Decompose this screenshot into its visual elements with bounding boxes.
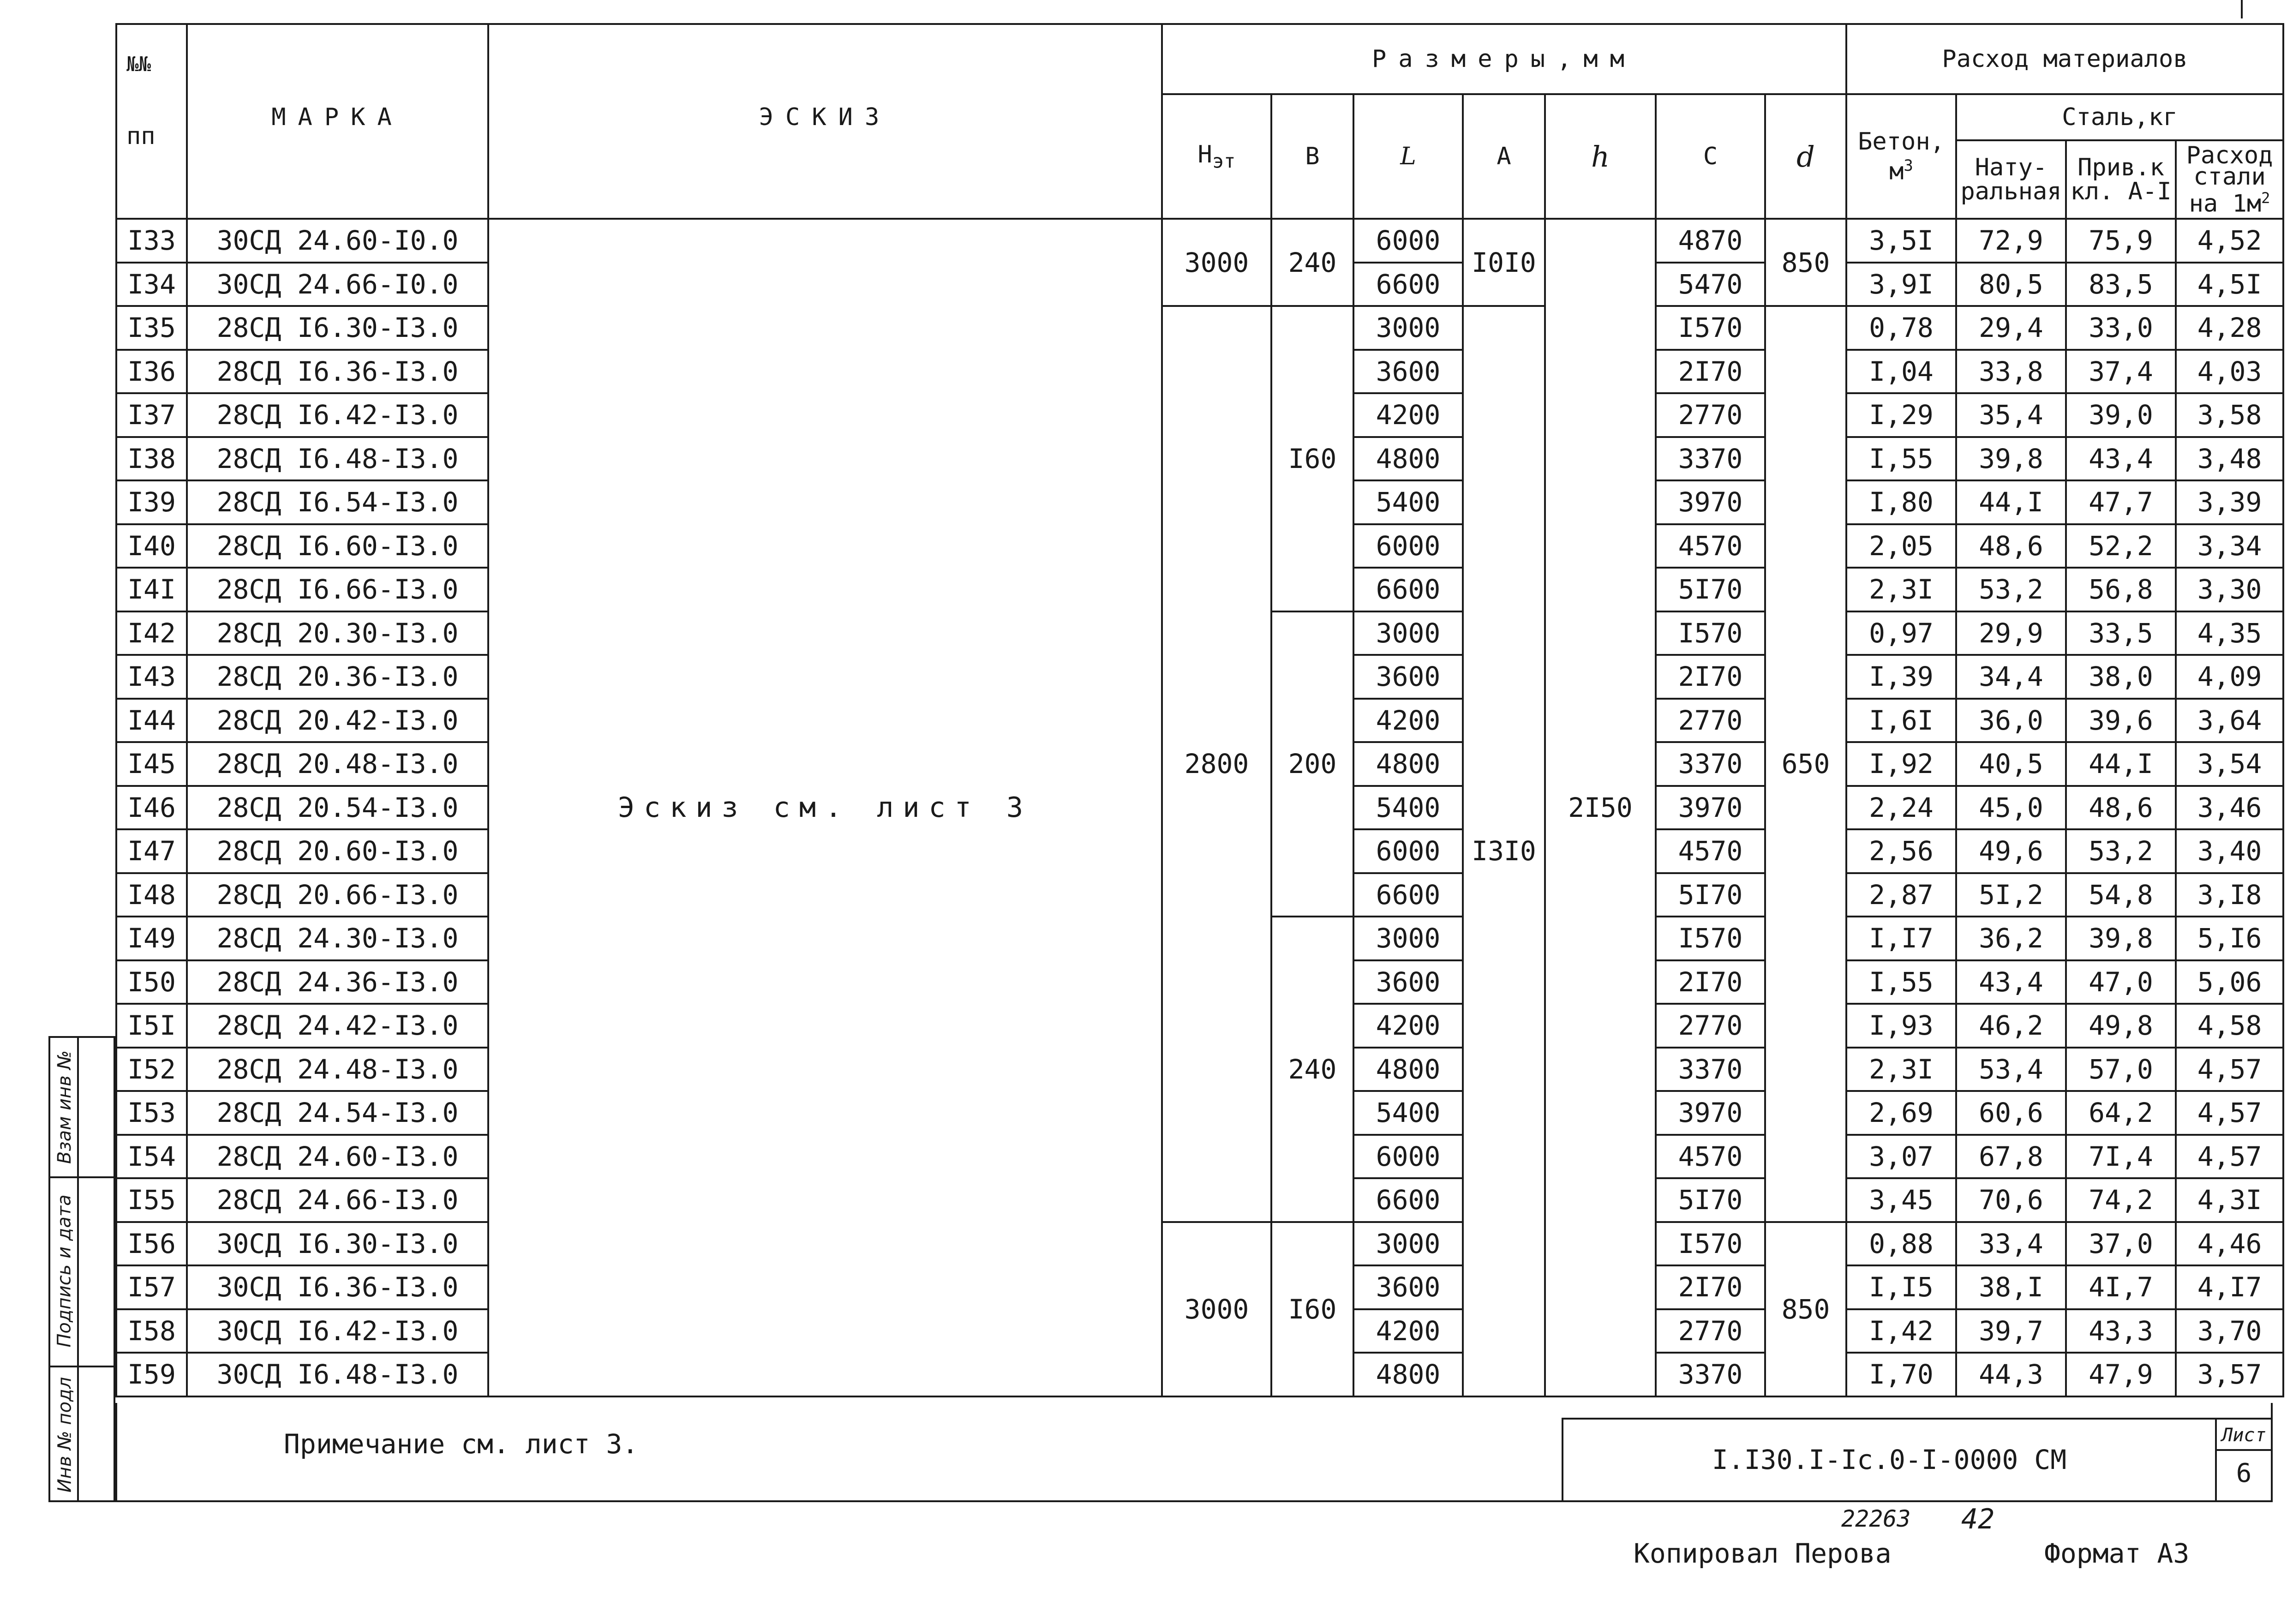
row-steel-per-m2: 5,I6 — [2176, 917, 2283, 960]
row-c: I570 — [1656, 1222, 1765, 1266]
row-steel-per-m2: 3,34 — [2176, 524, 2283, 568]
header-number: №№ пп — [116, 24, 187, 219]
row-number: I34 — [116, 263, 187, 306]
row-c: 4570 — [1656, 829, 1765, 873]
row-mark: 28СД 24.36-I3.0 — [187, 960, 488, 1004]
row-number: I45 — [116, 742, 187, 786]
row-steel-reduced: 83,5 — [2066, 263, 2176, 306]
row-steel-natural: 5I,2 — [1956, 873, 2066, 917]
row-c: 2770 — [1656, 393, 1765, 437]
row-l: 6600 — [1353, 1178, 1463, 1222]
row-c: 2770 — [1656, 1309, 1765, 1353]
row-steel-natural: 70,6 — [1956, 1178, 2066, 1222]
row-steel-reduced: 7I,4 — [2066, 1135, 2176, 1179]
header-h-et: $Н_{эт}$ — [1162, 94, 1271, 219]
row-number: I58 — [116, 1309, 187, 1353]
row-mark: 28СД I6.30-I3.0 — [187, 306, 488, 350]
row-steel-natural: 45,0 — [1956, 786, 2066, 830]
row-concrete: I,6I — [1846, 699, 1956, 743]
row-concrete: 2,05 — [1846, 524, 1956, 568]
row-steel-per-m2: 4,28 — [2176, 306, 2283, 350]
row-mark: 28СД 20.54-I3.0 — [187, 786, 488, 830]
row-c: 5I70 — [1656, 873, 1765, 917]
row-concrete: 0,97 — [1846, 611, 1956, 655]
row-steel-natural: 48,6 — [1956, 524, 2066, 568]
row-steel-reduced: 74,2 — [2066, 1178, 2176, 1222]
header-concrete: Бетон, $м^3$ — [1846, 94, 1956, 219]
row-steel-natural: 60,6 — [1956, 1091, 2066, 1135]
row-concrete: 3,07 — [1846, 1135, 1956, 1179]
specification-table — [115, 23, 2284, 1397]
row-steel-natural: 38,I — [1956, 1265, 2066, 1309]
header-sketch: ЭСКИЗ — [488, 24, 1162, 219]
row-mark: 30СД 24.60-I0.0 — [187, 219, 488, 263]
row-steel-reduced: 43,4 — [2066, 437, 2176, 481]
row-steel-natural: 35,4 — [1956, 393, 2066, 437]
row-steel-natural: 40,5 — [1956, 742, 2066, 786]
row-number: I57 — [116, 1265, 187, 1309]
row-steel-per-m2: 4,52 — [2176, 219, 2283, 263]
row-l: 5400 — [1353, 786, 1463, 830]
row-concrete: I,55 — [1846, 960, 1956, 1004]
group-b: 200 — [1271, 611, 1353, 917]
header-h: h — [1545, 94, 1656, 219]
row-mark: 28СД 24.66-I3.0 — [187, 1178, 488, 1222]
row-l: 3000 — [1353, 611, 1463, 655]
header-mark: МАРКА — [187, 24, 488, 219]
row-concrete: I,I5 — [1846, 1265, 1956, 1309]
row-l: 3000 — [1353, 917, 1463, 960]
row-concrete: 3,5I — [1846, 219, 1956, 263]
row-number: I4I — [116, 568, 187, 611]
row-steel-per-m2: 4,03 — [2176, 350, 2283, 394]
row-l: 6000 — [1353, 1135, 1463, 1179]
row-concrete: 2,56 — [1846, 829, 1956, 873]
row-number: I35 — [116, 306, 187, 350]
header-sizes: Размеры,мм — [1162, 24, 1846, 94]
row-mark: 28СД 24.60-I3.0 — [187, 1135, 488, 1179]
row-steel-natural: 36,0 — [1956, 699, 2066, 743]
row-l: 4800 — [1353, 1048, 1463, 1091]
row-number: I46 — [116, 786, 187, 830]
row-l: 5400 — [1353, 1091, 1463, 1135]
row-l: 3000 — [1353, 306, 1463, 350]
sketch-note: Эскиз см. лист 3 — [488, 219, 1162, 1396]
row-concrete: I,92 — [1846, 742, 1956, 786]
row-steel-per-m2: 4,09 — [2176, 655, 2283, 699]
group-b: I60 — [1271, 306, 1353, 611]
row-number: I49 — [116, 917, 187, 960]
note-text: Примечание см. лист 3. — [284, 1428, 639, 1460]
header-l: L — [1353, 94, 1463, 219]
header-steel-natural: Нату- ральная — [1956, 140, 2066, 219]
row-c: 2I70 — [1656, 655, 1765, 699]
sheet-format: Формат А3 — [2044, 1538, 2190, 1569]
row-c: 3970 — [1656, 786, 1765, 830]
group-h-et: 3000 — [1162, 219, 1271, 306]
row-concrete: I,04 — [1846, 350, 1956, 394]
row-c: 2I70 — [1656, 350, 1765, 394]
sheet-label: Лист — [2217, 1421, 2271, 1451]
row-l: 6000 — [1353, 524, 1463, 568]
row-l: 4200 — [1353, 1004, 1463, 1048]
row-steel-reduced: 39,6 — [2066, 699, 2176, 743]
row-concrete: I,70 — [1846, 1353, 1956, 1396]
table-row — [116, 1222, 2283, 1266]
row-steel-per-m2: 4,35 — [2176, 611, 2283, 655]
header-a: A — [1463, 94, 1545, 219]
row-steel-natural: 72,9 — [1956, 219, 2066, 263]
row-steel-per-m2: 4,I7 — [2176, 1265, 2283, 1309]
row-l: 4200 — [1353, 699, 1463, 743]
corner-mark — [2241, 0, 2261, 18]
group-a: I0I0 — [1463, 219, 1545, 306]
group-b: I60 — [1271, 1222, 1353, 1396]
row-steel-reduced: 52,2 — [2066, 524, 2176, 568]
row-l: 4200 — [1353, 393, 1463, 437]
group-d: 850 — [1765, 219, 1846, 306]
row-l: 4800 — [1353, 742, 1463, 786]
row-steel-reduced: 44,I — [2066, 742, 2176, 786]
row-steel-reduced: 4I,7 — [2066, 1265, 2176, 1309]
row-concrete: 2,87 — [1846, 873, 1956, 917]
row-steel-reduced: 53,2 — [2066, 829, 2176, 873]
row-number: I56 — [116, 1222, 187, 1266]
row-l: 3600 — [1353, 350, 1463, 394]
header-b: B — [1271, 94, 1353, 219]
row-mark: 28СД 20.36-I3.0 — [187, 655, 488, 699]
row-concrete: I,42 — [1846, 1309, 1956, 1353]
row-l: 6600 — [1353, 568, 1463, 611]
row-c: 3370 — [1656, 437, 1765, 481]
row-mark: 28СД 24.42-I3.0 — [187, 1004, 488, 1048]
row-steel-per-m2: 4,3I — [2176, 1178, 2283, 1222]
row-steel-per-m2: 4,57 — [2176, 1048, 2283, 1091]
row-steel-per-m2: 3,70 — [2176, 1309, 2283, 1353]
sheet-number: 6 — [2236, 1458, 2252, 1488]
row-l: 6600 — [1353, 263, 1463, 306]
row-mark: 28СД I6.42-I3.0 — [187, 393, 488, 437]
row-c: 2770 — [1656, 699, 1765, 743]
row-steel-natural: 43,4 — [1956, 960, 2066, 1004]
document-code: I.I30.I-Ic.0-I-0000 СМ — [1562, 1418, 2217, 1502]
row-steel-per-m2: 4,58 — [2176, 1004, 2283, 1048]
row-number: I48 — [116, 873, 187, 917]
table-row — [116, 219, 2283, 263]
row-number: I5I — [116, 1004, 187, 1048]
row-concrete: 3,45 — [1846, 1178, 1956, 1222]
row-l: 3600 — [1353, 960, 1463, 1004]
group-b: 240 — [1271, 219, 1353, 306]
row-concrete: I,I7 — [1846, 917, 1956, 960]
row-c: 2I70 — [1656, 960, 1765, 1004]
row-steel-reduced: 39,0 — [2066, 393, 2176, 437]
row-steel-per-m2: 3,54 — [2176, 742, 2283, 786]
row-steel-reduced: 47,9 — [2066, 1353, 2176, 1396]
row-steel-natural: 39,7 — [1956, 1309, 2066, 1353]
row-steel-natural: 33,8 — [1956, 350, 2066, 394]
row-number: I47 — [116, 829, 187, 873]
row-c: 3970 — [1656, 480, 1765, 524]
header-c: C — [1656, 94, 1765, 219]
row-mark: 28СД 20.42-I3.0 — [187, 699, 488, 743]
row-steel-per-m2: 3,46 — [2176, 786, 2283, 830]
row-number: I33 — [116, 219, 187, 263]
row-steel-natural: 46,2 — [1956, 1004, 2066, 1048]
row-number: I38 — [116, 437, 187, 481]
row-steel-natural: 53,4 — [1956, 1048, 2066, 1091]
group-d: 850 — [1765, 1222, 1846, 1396]
row-steel-reduced: 49,8 — [2066, 1004, 2176, 1048]
row-mark: 28СД I6.66-I3.0 — [187, 568, 488, 611]
row-steel-reduced: 37,4 — [2066, 350, 2176, 394]
row-mark: 30СД 24.66-I0.0 — [187, 263, 488, 306]
row-c: 5470 — [1656, 263, 1765, 306]
side-stamp-divider — [77, 1038, 79, 1500]
row-steel-reduced: 75,9 — [2066, 219, 2176, 263]
row-steel-per-m2: 3,64 — [2176, 699, 2283, 743]
archive-number: 22263 — [1841, 1505, 1911, 1532]
row-mark: 30СД I6.36-I3.0 — [187, 1265, 488, 1309]
row-steel-per-m2: 3,I8 — [2176, 873, 2283, 917]
row-c: 2770 — [1656, 1004, 1765, 1048]
row-number: I52 — [116, 1048, 187, 1091]
group-d: 650 — [1765, 306, 1846, 1222]
header-d: d — [1765, 94, 1846, 219]
row-steel-natural: 44,I — [1956, 480, 2066, 524]
row-concrete: 3,9I — [1846, 263, 1956, 306]
row-mark: 30СД I6.48-I3.0 — [187, 1353, 488, 1396]
row-c: 4870 — [1656, 219, 1765, 263]
row-steel-natural: 80,5 — [1956, 263, 2066, 306]
row-steel-per-m2: 4,57 — [2176, 1091, 2283, 1135]
group-h-et: 3000 — [1162, 1222, 1271, 1396]
row-mark: 28СД 20.48-I3.0 — [187, 742, 488, 786]
row-steel-reduced: 33,0 — [2066, 306, 2176, 350]
row-steel-per-m2: 4,57 — [2176, 1135, 2283, 1179]
row-number: I43 — [116, 655, 187, 699]
row-steel-reduced: 43,3 — [2066, 1309, 2176, 1353]
row-c: 4570 — [1656, 524, 1765, 568]
row-steel-per-m2: 4,46 — [2176, 1222, 2283, 1266]
row-mark: 28СД 20.60-I3.0 — [187, 829, 488, 873]
row-c: 3970 — [1656, 1091, 1765, 1135]
row-number: I40 — [116, 524, 187, 568]
row-steel-natural: 29,9 — [1956, 611, 2066, 655]
row-l: 4800 — [1353, 437, 1463, 481]
row-concrete: I,55 — [1846, 437, 1956, 481]
row-number: I42 — [116, 611, 187, 655]
row-steel-per-m2: 5,06 — [2176, 960, 2283, 1004]
row-number: I54 — [116, 1135, 187, 1179]
row-concrete: 0,78 — [1846, 306, 1956, 350]
row-c: I570 — [1656, 611, 1765, 655]
row-steel-reduced: 33,5 — [2066, 611, 2176, 655]
row-mark: 28СД I6.60-I3.0 — [187, 524, 488, 568]
row-c: 3370 — [1656, 1048, 1765, 1091]
row-l: 6000 — [1353, 219, 1463, 263]
row-steel-natural: 67,8 — [1956, 1135, 2066, 1179]
row-l: 5400 — [1353, 480, 1463, 524]
row-number: I53 — [116, 1091, 187, 1135]
row-number: I37 — [116, 393, 187, 437]
row-c: I570 — [1656, 306, 1765, 350]
row-concrete: 2,69 — [1846, 1091, 1956, 1135]
header-consumption: Расход материалов — [1846, 24, 2283, 94]
sheet-number-box — [2215, 1418, 2273, 1502]
inv-orig-label: Инв № подл — [54, 1377, 75, 1493]
row-mark: 28СД I6.54-I3.0 — [187, 480, 488, 524]
row-number: I36 — [116, 350, 187, 394]
row-mark: 28СД I6.48-I3.0 — [187, 437, 488, 481]
header-steel: Сталь,кг — [1956, 94, 2283, 140]
row-steel-per-m2: 4,5I — [2176, 263, 2283, 306]
row-number: I39 — [116, 480, 187, 524]
row-mark: 30СД I6.30-I3.0 — [187, 1222, 488, 1266]
row-l: 4800 — [1353, 1353, 1463, 1396]
header-steel-per-m2: Расход стали на $1м^2$ — [2176, 140, 2283, 219]
row-steel-natural: 29,4 — [1956, 306, 2066, 350]
row-steel-per-m2: 3,58 — [2176, 393, 2283, 437]
row-steel-natural: 53,2 — [1956, 568, 2066, 611]
row-concrete: 2,24 — [1846, 786, 1956, 830]
row-steel-natural: 33,4 — [1956, 1222, 2066, 1266]
row-steel-per-m2: 3,40 — [2176, 829, 2283, 873]
row-l: 6000 — [1353, 829, 1463, 873]
row-l: 6600 — [1353, 873, 1463, 917]
row-steel-reduced: 37,0 — [2066, 1222, 2176, 1266]
row-c: 3370 — [1656, 742, 1765, 786]
row-mark: 28СД 20.30-I3.0 — [187, 611, 488, 655]
row-mark: 28СД I6.36-I3.0 — [187, 350, 488, 394]
row-number: I44 — [116, 699, 187, 743]
row-steel-natural: 44,3 — [1956, 1353, 2066, 1396]
row-concrete: 2,3I — [1846, 568, 1956, 611]
row-steel-reduced: 54,8 — [2066, 873, 2176, 917]
row-mark: 28СД 20.66-I3.0 — [187, 873, 488, 917]
copied-by: Копировал Перова — [1634, 1538, 1892, 1569]
row-steel-per-m2: 3,39 — [2176, 480, 2283, 524]
table-row — [116, 306, 2283, 350]
row-steel-reduced: 48,6 — [2066, 786, 2176, 830]
row-mark: 28СД 24.48-I3.0 — [187, 1048, 488, 1091]
row-steel-per-m2: 3,57 — [2176, 1353, 2283, 1396]
row-l: 3600 — [1353, 1265, 1463, 1309]
row-c: 4570 — [1656, 1135, 1765, 1179]
row-steel-reduced: 56,8 — [2066, 568, 2176, 611]
sign-date-label: Подпись и дата — [54, 1194, 76, 1348]
row-number: I55 — [116, 1178, 187, 1222]
side-stamp — [48, 1036, 115, 1502]
row-l: 4200 — [1353, 1309, 1463, 1353]
row-steel-natural: 34,4 — [1956, 655, 2066, 699]
row-mark: 28СД 24.30-I3.0 — [187, 917, 488, 960]
row-c: 5I70 — [1656, 568, 1765, 611]
row-steel-natural: 49,6 — [1956, 829, 2066, 873]
row-number: I59 — [116, 1353, 187, 1396]
row-steel-reduced: 47,7 — [2066, 480, 2176, 524]
archive-number-2: 42 — [1961, 1503, 1995, 1535]
row-concrete: 0,88 — [1846, 1222, 1956, 1266]
row-c: 5I70 — [1656, 1178, 1765, 1222]
row-steel-per-m2: 3,48 — [2176, 437, 2283, 481]
row-l: 3600 — [1353, 655, 1463, 699]
row-steel-reduced: 57,0 — [2066, 1048, 2176, 1091]
group-b: 240 — [1271, 917, 1353, 1222]
row-l: 3000 — [1353, 1222, 1463, 1266]
row-number: I50 — [116, 960, 187, 1004]
row-mark: 28СД 24.54-I3.0 — [187, 1091, 488, 1135]
row-concrete: I,80 — [1846, 480, 1956, 524]
row-steel-natural: 39,8 — [1956, 437, 2066, 481]
row-concrete: I,29 — [1846, 393, 1956, 437]
row-mark: 30СД I6.42-I3.0 — [187, 1309, 488, 1353]
row-steel-natural: 36,2 — [1956, 917, 2066, 960]
header-steel-reduced: Прив.к кл. A-I — [2066, 140, 2176, 219]
row-c: 2I70 — [1656, 1265, 1765, 1309]
replace-inv-label: Взам инв № — [54, 1050, 75, 1164]
row-concrete: 2,3I — [1846, 1048, 1956, 1091]
group-a: I3I0 — [1463, 306, 1545, 1396]
row-concrete: I,39 — [1846, 655, 1956, 699]
row-steel-reduced: 64,2 — [2066, 1091, 2176, 1135]
row-steel-reduced: 47,0 — [2066, 960, 2176, 1004]
row-steel-reduced: 39,8 — [2066, 917, 2176, 960]
row-steel-per-m2: 3,30 — [2176, 568, 2283, 611]
row-c: 3370 — [1656, 1353, 1765, 1396]
row-concrete: I,93 — [1846, 1004, 1956, 1048]
group-h: 2I50 — [1545, 219, 1656, 1396]
row-steel-reduced: 38,0 — [2066, 655, 2176, 699]
group-h-et: 2800 — [1162, 306, 1271, 1222]
row-c: I570 — [1656, 917, 1765, 960]
